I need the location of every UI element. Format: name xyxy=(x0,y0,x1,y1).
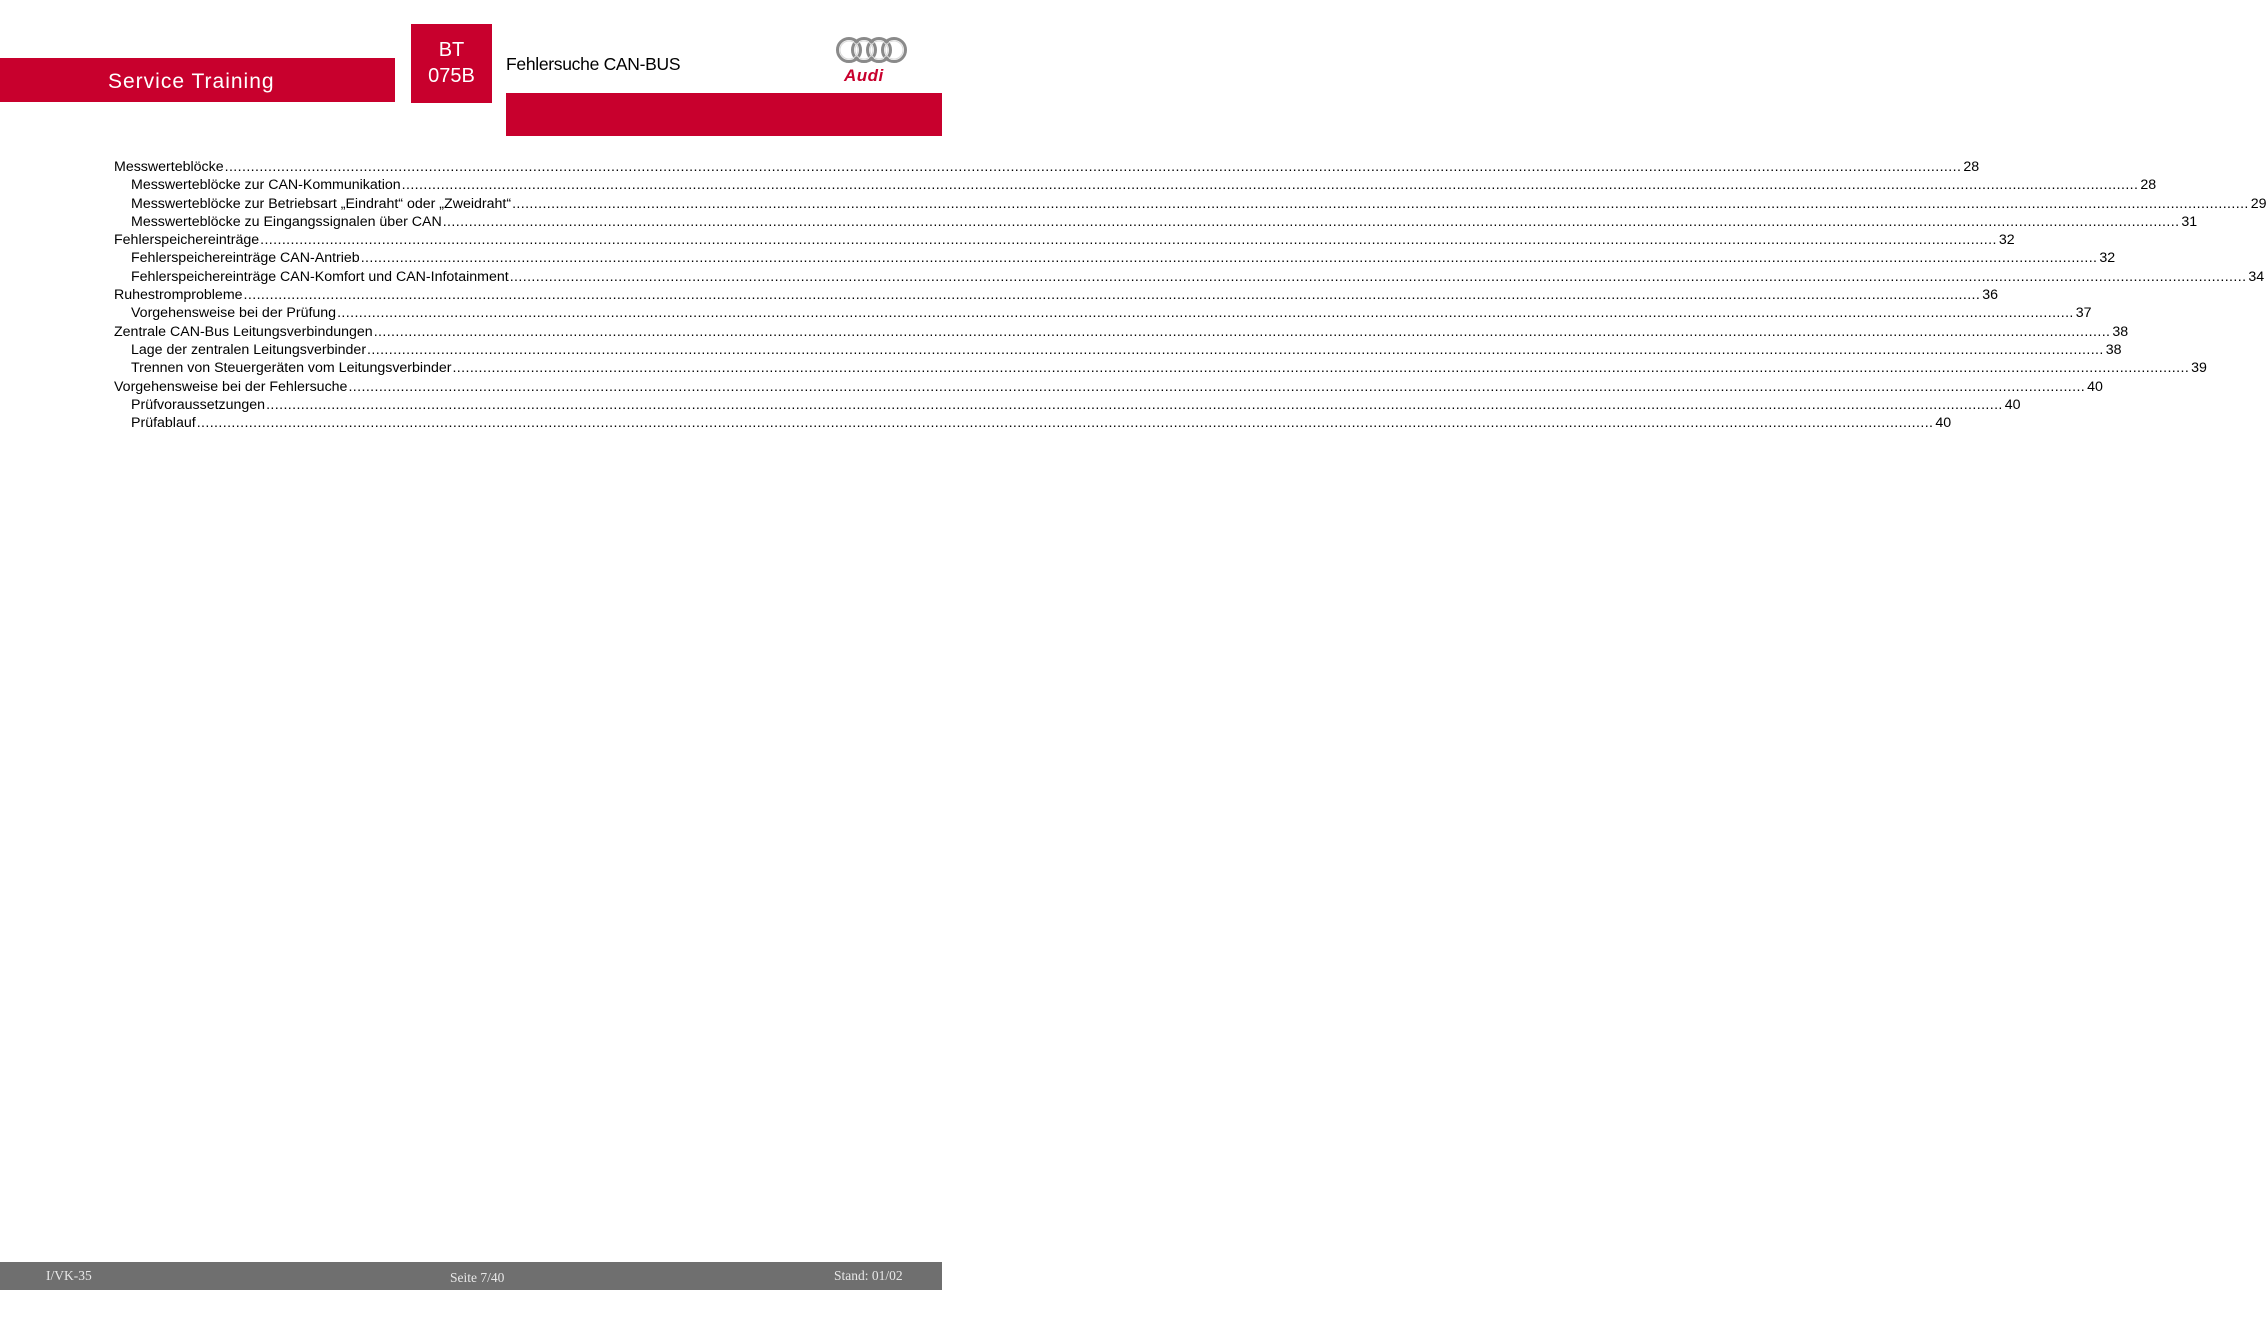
toc-entry-title: Messwerteblöcke xyxy=(114,159,224,175)
toc-entry-page: 40 xyxy=(2004,396,2021,413)
toc-entry-title: Zentrale CAN-Bus Leitungsverbindungen xyxy=(114,323,373,340)
toc-leader-dots: ................................................................................................................................................................................................................................................................................................................................................................................................................ xyxy=(373,323,2111,340)
toc-entry[interactable] xyxy=(114,231,2015,249)
toc-entry-page: 28 xyxy=(1963,159,1980,175)
toc-entry[interactable] xyxy=(114,304,2092,322)
toc-leader-dots: ................................................................................................................................................................................................................................................................................................................................................................................................................ xyxy=(452,360,2190,377)
brand-title: Service Training xyxy=(108,70,275,93)
toc-entry[interactable] xyxy=(114,249,2116,267)
toc-entry-page: 32 xyxy=(1998,232,2015,249)
toc-entry-title: Messwerteblöcke zur Betriebsart „Eindraht“ oder „Zweidraht“ xyxy=(131,195,512,212)
toc-leader-dots: ................................................................................................................................................................................................................................................................................................................................................................................................................ xyxy=(509,268,2247,285)
toc-entry[interactable] xyxy=(114,378,2103,396)
toc-entry[interactable] xyxy=(114,359,2207,377)
toc-entry-title: Prüfvoraussetzungen xyxy=(131,396,266,413)
toc-leader-dots: ................................................................................................................................................................................................................................................................................................................................................................................................................ xyxy=(348,378,2086,395)
document-code-line2: 075B xyxy=(428,65,475,87)
toc-leader-dots: ................................................................................................................................................................................................................................................................................................................................................................................................................ xyxy=(243,287,1981,304)
toc-entry[interactable] xyxy=(114,195,2267,213)
toc-entry-title: Lage der zentralen Leitungsverbinder xyxy=(131,341,367,358)
header-band-right xyxy=(506,93,942,136)
toc-entry-page: 39 xyxy=(2191,360,2207,377)
toc-leader-dots: ................................................................................................................................................................................................................................................................................................................................................................................................................ xyxy=(337,305,2074,322)
toc-entry-title: Ruhestromprobleme xyxy=(114,287,243,304)
toc-entry-title: Fehlerspeichereinträge xyxy=(114,232,260,249)
footer-date: Stand: 01/02 xyxy=(834,1268,903,1283)
audi-logo-text: Audi xyxy=(844,66,884,85)
toc-entry-page: 31 xyxy=(2181,213,2198,230)
toc-entry-page: 37 xyxy=(2075,305,2092,322)
toc-entry[interactable] xyxy=(114,286,1999,304)
toc-entry-title: Messwerteblöcke zur CAN-Kommunikation xyxy=(131,177,401,194)
toc-entry[interactable] xyxy=(114,176,2157,194)
toc-entry-page: 40 xyxy=(1935,415,1952,432)
toc-entry[interactable] xyxy=(114,341,2122,359)
toc-entry[interactable] xyxy=(114,414,1952,432)
toc-entry[interactable] xyxy=(114,268,2265,286)
toc-entry-page: 32 xyxy=(2099,250,2116,267)
toc-entry-title: Vorgehensweise bei der Prüfung xyxy=(131,305,337,322)
toc-entry[interactable] xyxy=(114,213,2198,231)
document-code-line1: BT xyxy=(438,39,465,61)
footer-page-number: Seite 7/40 xyxy=(450,1270,505,1285)
table-of-contents xyxy=(114,158,2267,432)
toc-leader-dots: ................................................................................................................................................................................................................................................................................................................................................................................................................ xyxy=(224,159,1962,175)
toc-entry-title: Fehlerspeichereinträge CAN-Komfort und CAN-Infotainment xyxy=(131,268,509,285)
toc-leader-dots: ................................................................................................................................................................................................................................................................................................................................................................................................................ xyxy=(196,415,1934,432)
toc-entry[interactable] xyxy=(114,323,2129,341)
toc-entry-title: Vorgehensweise bei der Fehlersuche xyxy=(114,378,348,395)
toc-entry-page: 40 xyxy=(2087,378,2103,395)
toc-entry-page: 28 xyxy=(2140,177,2157,194)
toc-leader-dots: ................................................................................................................................................................................................................................................................................................................................................................................................................ xyxy=(266,396,2003,413)
page-footer xyxy=(0,1262,942,1290)
toc-leader-dots: ................................................................................................................................................................................................................................................................................................................................................................................................................ xyxy=(360,250,2098,267)
toc-entry-title: Messwerteblöcke zu Eingangssignalen über CAN xyxy=(131,213,442,230)
document-code-box xyxy=(411,24,492,103)
toc-entry-page: 38 xyxy=(2112,323,2129,340)
toc-leader-dots: ................................................................................................................................................................................................................................................................................................................................................................................................................ xyxy=(442,213,2180,230)
toc-entry-title: Trennen von Steuergeräten vom Leitungsverbinder xyxy=(131,360,452,377)
document-title: Fehlersuche CAN-BUS xyxy=(506,54,681,74)
toc-entry-page: 34 xyxy=(2248,268,2265,285)
toc-entry-page: 36 xyxy=(1982,287,1999,304)
toc-entry-page: 38 xyxy=(2105,341,2122,358)
toc-leader-dots: ................................................................................................................................................................................................................................................................................................................................................................................................................ xyxy=(512,195,2249,212)
footer-document-ref: I/VK-35 xyxy=(46,1268,92,1283)
toc-entry[interactable] xyxy=(114,158,1980,176)
toc-entry-title: Fehlerspeichereinträge CAN-Antrieb xyxy=(131,250,360,267)
toc-leader-dots: ................................................................................................................................................................................................................................................................................................................................................................................................................ xyxy=(401,177,2139,194)
toc-entry-title: Prüfablauf xyxy=(131,415,196,432)
toc-leader-dots: ................................................................................................................................................................................................................................................................................................................................................................................................................ xyxy=(367,341,2104,358)
toc-entry-page: 29 xyxy=(2250,195,2267,212)
toc-leader-dots: ................................................................................................................................................................................................................................................................................................................................................................................................................ xyxy=(260,232,1997,249)
toc-entry[interactable] xyxy=(114,396,2021,414)
